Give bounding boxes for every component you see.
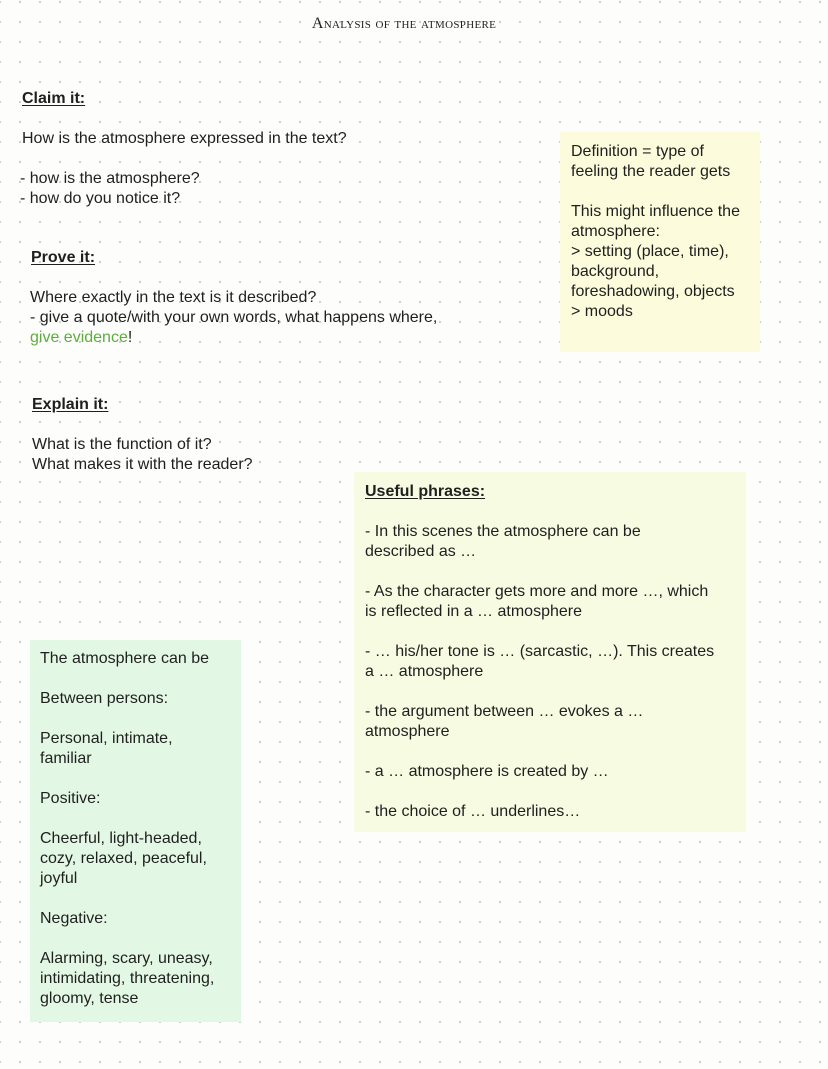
between-label: Between persons:	[40, 690, 169, 707]
prove-heading: Prove it:	[31, 249, 96, 266]
prove-body	[30, 288, 500, 348]
explain-heading: Explain it:	[32, 396, 109, 413]
phrase-line: - … his/her tone is … (sarcastic, …). This creates	[365, 643, 715, 660]
phrase-line: described as …	[365, 543, 477, 560]
mood-line: Cheerful, light-headed,	[40, 830, 202, 847]
influence-line: This might influence the	[571, 203, 740, 220]
mood-line: joyful	[40, 870, 78, 887]
mood-line: familiar	[40, 750, 92, 767]
influence-line: background,	[571, 263, 660, 280]
influence-line: > setting (place, time),	[571, 243, 729, 260]
prove-evidence-line	[30, 328, 500, 348]
definition-line: feeling the reader gets	[571, 163, 731, 180]
mood-line: gloomy, tense	[40, 990, 139, 1007]
claim-point: - how is the atmosphere?	[20, 170, 200, 187]
prove-question: Where exactly in the text is it described?	[30, 289, 317, 306]
mood-line: Personal, intimate,	[40, 730, 173, 747]
negative-label: Negative:	[40, 910, 108, 927]
claim-points	[20, 169, 200, 209]
influence-line: > moods	[571, 303, 633, 320]
mood-line: Alarming, scary, uneasy,	[40, 950, 213, 967]
mood-line: intimidating, threatening,	[40, 970, 215, 987]
claim-point: - how do you notice it?	[20, 190, 181, 207]
explain-line: What makes it with the reader?	[32, 456, 253, 473]
influence-line: foreshadowing, objects	[571, 283, 735, 300]
explain-line: What is the function of it?	[32, 436, 212, 453]
phrases-heading: Useful phrases:	[365, 483, 486, 500]
influence-line: atmosphere:	[571, 223, 660, 240]
phrase-line: a … atmosphere	[365, 663, 484, 680]
definition-note	[560, 132, 760, 352]
claim-heading: Claim it:	[22, 90, 86, 107]
phrase-line: - the choice of … underlines…	[365, 803, 581, 820]
explain-body	[32, 435, 253, 475]
evidence-text: give evidence	[30, 329, 128, 346]
mood-line: cozy, relaxed, peaceful,	[40, 850, 207, 867]
definition-line: Definition = type of	[571, 143, 704, 160]
moods-intro: The atmosphere can be	[40, 650, 209, 667]
phrase-line: - As the character gets more and more …, which	[365, 583, 709, 600]
positive-label: Positive:	[40, 790, 101, 807]
moods-note	[30, 640, 241, 1022]
evidence-suffix: !	[127, 329, 133, 346]
phrase-line: - In this scenes the atmosphere can be	[365, 523, 641, 540]
claim-question: How is the atmosphere expressed in the text?	[22, 130, 347, 147]
prove-point: - give a quote/with your own words, what happens where,	[30, 309, 438, 326]
phrase-line: atmosphere	[365, 723, 450, 740]
phrase-line: is reflected in a … atmosphere	[365, 603, 582, 620]
phrase-line: - a … atmosphere is created by …	[365, 763, 609, 780]
phrases-note	[354, 472, 746, 832]
page-title: Analysis of the atmosphere	[311, 15, 497, 32]
phrase-line: - the argument between … evokes a …	[365, 703, 644, 720]
